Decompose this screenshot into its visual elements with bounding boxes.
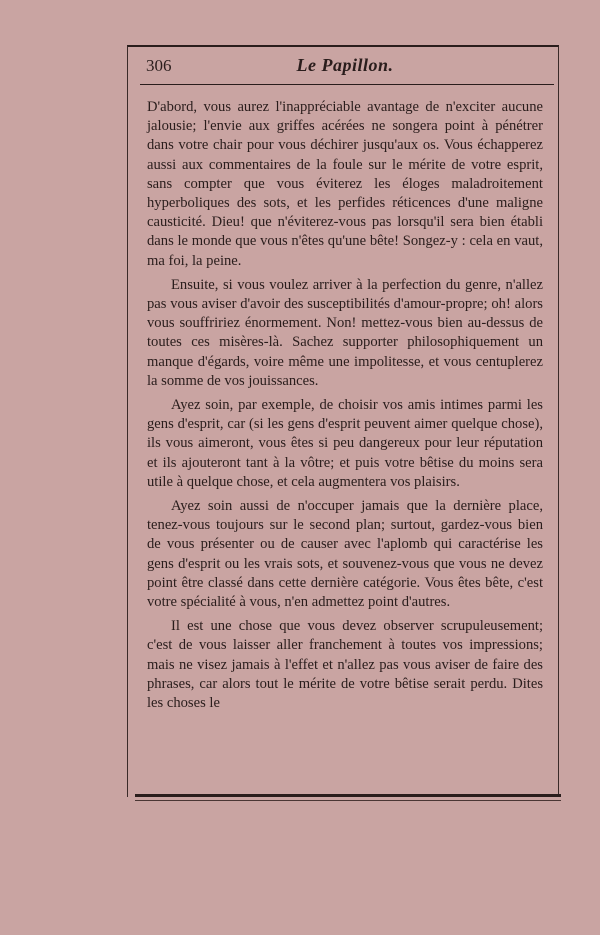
paragraph-3: Ayez soin, par exemple, de choisir vos amis intimes parmi les gens d'esprit, car (si les gens d'esprit peuvent aimer quelque chose), ils vous aimeront, vous êtes si peu dangereux pour leur réputation et ils ajouteront tant à la vôtre; et puis votre bêtise du moins sera utile à quelque chose, et cela augmentera vos plaisirs. — [147, 397, 543, 490]
paragraph-4: Ayez soin aussi de n'occuper jamais que la dernière place, tenez-vous toujours sur le second plan; surtout, gardez-vous bien de vous présenter ou de causer avec l'aplomb qui caractérise les gens d'esprit ou les vrais sots, et souvenez-vous que vous ne devez point être classé dans cette dernière catégorie. Vous êtes bête, c'est votre spécialité à vous, n'en admettez point d'autres. — [147, 498, 543, 611]
running-head — [140, 52, 550, 82]
running-title: Le Papillon. — [296, 55, 394, 75]
text-body — [147, 98, 543, 718]
header-rule — [140, 84, 554, 85]
paragraph-5: Il est une chose que vous devez observer scrupuleusement; c'est de vous laisser aller franchement à toutes vos impressions; mais ne visez jamais à l'effet et n'allez pas vous aviser de faire des phrases, car alors tout le mérite de votre bêtise serait perdu. Dites les choses le — [147, 618, 543, 712]
page-number: 306 — [146, 56, 172, 75]
paragraph-1: D'abord, vous aurez l'inappréciable avantage de n'exciter aucune jalousie; l'envie aux griffes acérées ne songera point à pénétrer dans votre chair pour vous déchirer jusqu'aux os. Vous échapperez aussi aux commentaires de la foule sur le mérite de votre esprit, sans compter que vous éviterez les éloges maladroitement hyperboliques des sots, et les perfides réticences d'une maligne causticité. Dieu! que n'éviterez-vous pas lorsqu'il sera bien établi dans le monde que vous n'êtes qu'une bête! Songez-y : cela en vaut, ma foi, la peine. — [147, 99, 543, 269]
bottom-rule-thick — [135, 794, 561, 797]
bottom-rule-thin — [135, 800, 561, 801]
paragraph-2: Ensuite, si vous voulez arriver à la perfection du genre, n'allez pas vous aviser d'avoir des susceptibilités d'amour-propre; oh! alors vous souffririez énormement. Non! mettez-vous bien au-dessus de toutes ces misères-là. Sachez supporter philosophiquement un manque d'égards, voire même une impolitesse, et vous centuplerez la somme de vos jouissances. — [147, 276, 543, 389]
